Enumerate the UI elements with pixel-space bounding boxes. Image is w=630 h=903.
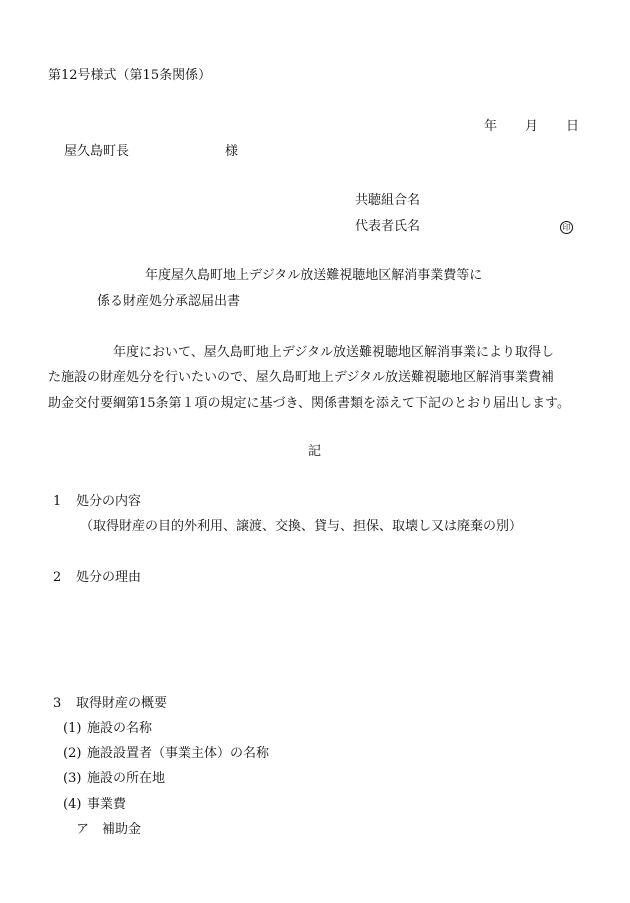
sub-item-1-label: 施設の名称 [87, 721, 153, 736]
item-1-label: 処分の内容 [76, 494, 142, 509]
body-line-1: 年度において、屋久島町地上デジタル放送難視聴地区解消事業により取得し [113, 345, 554, 360]
sub-item-4-number: (4) [63, 797, 82, 812]
item-1-note: （取得財産の目的外利用、譲渡、交換、貸与、担保、取壊し又は廃棄の別） [80, 519, 523, 534]
subsub-item-number: ア [76, 822, 90, 837]
addressee-honorific: 様 [225, 144, 239, 159]
body-line-3: 助金交付要綱第15条第１項の規定に基づき、関係書類を添えて下記のとおり届出します。 [48, 396, 570, 411]
seal-mark [560, 220, 573, 234]
item-2-label: 処分の理由 [76, 570, 142, 585]
seal-icon: 印 [560, 221, 573, 234]
item-3-number: 3 [53, 696, 62, 711]
ki-heading: 記 [308, 444, 322, 459]
item-1-number: 1 [53, 494, 62, 509]
sub-item-3-number: (3) [63, 771, 82, 786]
body-line-2: た施設の財産処分を行いたいので、屋久島町地上デジタル放送難視聴地区解消事業費補 [48, 370, 554, 385]
title-line-1: 年度屋久島町地上デジタル放送難視聴地区解消事業費等に [145, 268, 483, 283]
subsub-item-label: 補助金 [102, 822, 142, 837]
date-day: 日 [566, 119, 580, 134]
sub-item-1-number: (1) [63, 721, 82, 736]
sub-item-2-number: (2) [63, 746, 82, 761]
representative-name-label: 代表者氏名 [355, 219, 421, 234]
association-name-label: 共聴組合名 [355, 193, 421, 208]
addressee-name: 屋久島町長 [64, 144, 130, 159]
date-month: 月 [525, 119, 539, 134]
item-2-number: 2 [53, 570, 62, 585]
sub-item-3-label: 施設の所在地 [87, 771, 166, 786]
item-3-label: 取得財産の概要 [76, 696, 168, 711]
form-number: 第12号様式（第15条関係） [48, 68, 212, 83]
sub-item-2-label: 施設設置者（事業主体）の名称 [87, 746, 270, 761]
date-year: 年 [484, 119, 498, 134]
title-line-2: 係る財産処分承認届出書 [97, 294, 241, 309]
sub-item-4-label: 事業費 [87, 797, 127, 812]
